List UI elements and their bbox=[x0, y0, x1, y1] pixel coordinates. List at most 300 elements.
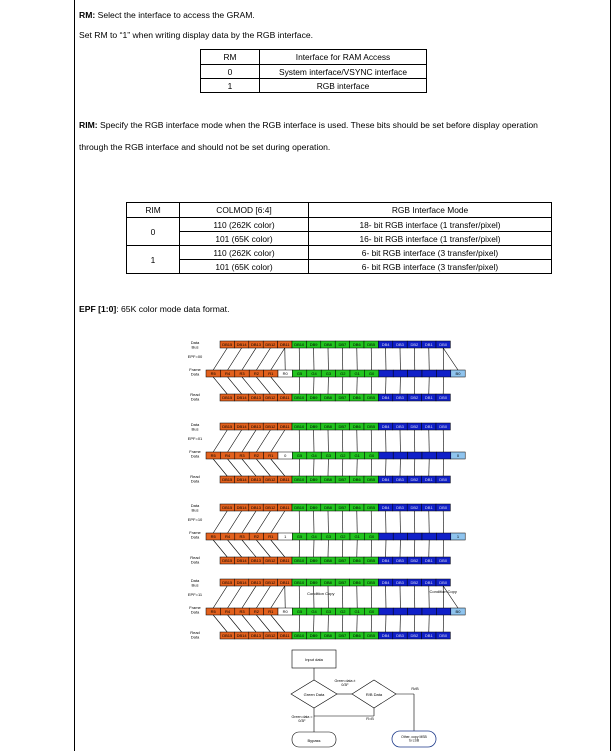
rim-header-colmod: COLMOD [6:4] bbox=[180, 203, 309, 218]
data-bus-cell-label: DB10 bbox=[294, 342, 305, 347]
data-bus-cell-label: DB8 bbox=[324, 580, 332, 585]
data-bus-cell-label: DB1 bbox=[424, 580, 433, 585]
read-data-cell-label: DB13 bbox=[250, 633, 262, 638]
data-bus-cell-label: DB11 bbox=[279, 424, 290, 429]
data-bus-cell-label: DB3 bbox=[396, 505, 404, 510]
read-data-cell-label: DB9 bbox=[309, 558, 318, 563]
read-data-cell-label: DB15 bbox=[222, 558, 233, 563]
label-read-data: Read bbox=[190, 630, 200, 635]
data-bus-cell-label: DB12 bbox=[265, 424, 276, 429]
label-epf: EPF=00 bbox=[187, 354, 203, 359]
label-data-bus: Data bbox=[190, 340, 200, 345]
data-bus-cell-label: DB5 bbox=[367, 580, 376, 585]
frame-blue-cell bbox=[422, 370, 436, 377]
rm-cell: 0 bbox=[201, 65, 260, 79]
data-bus-cell-label: DB8 bbox=[324, 342, 332, 347]
read-data-cell-label: DB8 bbox=[324, 633, 332, 638]
data-bus-cell-label: DB4 bbox=[381, 342, 390, 347]
data-bus-cell-label: DB3 bbox=[396, 580, 404, 585]
frame-red-cell-label: R1 bbox=[268, 453, 274, 458]
frame-mid-cell-label: 0 bbox=[284, 453, 287, 458]
read-data-cell-label: DB14 bbox=[236, 633, 247, 638]
data-bus-cell-label: DB14 bbox=[236, 424, 247, 429]
frame-blue-cell bbox=[408, 533, 422, 540]
frame-red-cell-label: R2 bbox=[253, 371, 259, 376]
data-bus-cell-label: DB5 bbox=[367, 424, 376, 429]
frame-red-cell-label: R1 bbox=[268, 609, 274, 614]
read-data-cell-label: DB6 bbox=[352, 633, 361, 638]
read-data-cell-label: DB5 bbox=[367, 558, 376, 563]
data-bus-cell-label: DB9 bbox=[309, 342, 318, 347]
read-data-cell-label: DB0 bbox=[439, 558, 448, 563]
frame-green-cell-label: G0 bbox=[368, 534, 375, 539]
bus-to-frame-arrow bbox=[213, 348, 227, 370]
frame-blue-cell bbox=[408, 608, 422, 615]
data-bus-cell-label: DB0 bbox=[439, 424, 448, 429]
frame-green-cell-label: G5 bbox=[296, 453, 303, 458]
read-data-cell-label: DB1 bbox=[424, 395, 433, 400]
rim-header-mode: RGB Interface Mode bbox=[309, 203, 552, 218]
label-read-data: Data bbox=[190, 478, 200, 484]
data-bus-cell-label: DB11 bbox=[279, 505, 290, 510]
read-data-cell-label: DB5 bbox=[367, 395, 376, 400]
frame-green-cell-label: G2 bbox=[340, 371, 346, 376]
read-data-cell-label: DB9 bbox=[309, 477, 318, 482]
rm-label: RM: bbox=[79, 10, 96, 20]
bus-to-frame-arrow bbox=[213, 430, 227, 452]
frame-red-cell-label: R1 bbox=[268, 371, 274, 376]
rim-cell: 6- bit RGB interface (3 transfer/pixel) bbox=[309, 260, 552, 274]
read-data-cell-label: DB10 bbox=[294, 633, 305, 638]
frame-to-read-arrow bbox=[256, 377, 270, 394]
condition-copy-note: Condition Copy bbox=[307, 591, 335, 596]
data-bus-cell-label: DB14 bbox=[236, 580, 247, 585]
data-bus-cell-label: DB10 bbox=[294, 580, 305, 585]
read-data-cell-label: DB8 bbox=[324, 558, 332, 563]
rim-line2: through the RGB interface and should not be set during operation. bbox=[79, 142, 331, 152]
read-data-cell-label: DB10 bbox=[294, 477, 305, 482]
rm-header-interface: Interface for RAM Access bbox=[260, 50, 427, 65]
frame-red-cell-label: R5 bbox=[210, 609, 216, 614]
frame-to-read-arrow bbox=[213, 540, 227, 557]
read-data-cell-label: DB4 bbox=[381, 558, 390, 563]
flow-green-eq: 0/3F bbox=[298, 718, 306, 723]
read-data-cell-label: DB5 bbox=[367, 477, 376, 482]
read-data-cell-label: DB15 bbox=[222, 395, 233, 400]
frame-to-read-arrow bbox=[242, 377, 256, 394]
condition-copy-note: Condition Copy bbox=[429, 589, 457, 594]
frame-to-read-arrow bbox=[256, 459, 270, 476]
read-data-cell-label: DB14 bbox=[236, 558, 247, 563]
flow-rb2-label: R=B bbox=[366, 717, 374, 721]
frame-red-cell-label: R2 bbox=[253, 534, 259, 539]
label-data-bus: Data bbox=[190, 422, 200, 427]
data-bus-cell-label: DB10 bbox=[294, 505, 305, 510]
data-bus-cell-label: DB15 bbox=[222, 424, 233, 429]
rim-cell: 0 bbox=[127, 218, 180, 246]
frame-blue-end-cell-label: B0 bbox=[455, 609, 461, 614]
data-bus-cell-label: DB2 bbox=[410, 580, 419, 585]
bus-to-frame-arrow bbox=[256, 511, 270, 533]
rim-cell: 1 bbox=[127, 246, 180, 274]
data-bus-cell-label: DB6 bbox=[352, 342, 361, 347]
frame-green-cell-label: G1 bbox=[354, 453, 360, 458]
read-data-cell-label: DB9 bbox=[309, 395, 318, 400]
read-data-cell-label: DB7 bbox=[338, 633, 347, 638]
flow-bypass-text: Bypass bbox=[307, 738, 321, 743]
read-data-cell-label: DB3 bbox=[396, 477, 404, 482]
rim-desc: Specify the RGB interface mode when the RGB interface is used. These bits should be set before display operation bbox=[97, 120, 538, 130]
read-data-cell-label: DB12 bbox=[265, 395, 276, 400]
data-bus-cell-label: DB14 bbox=[236, 342, 247, 347]
read-data-cell-label: DB6 bbox=[352, 558, 361, 563]
frame-green-cell-label: G5 bbox=[296, 534, 303, 539]
rm-header-rm: RM bbox=[201, 50, 260, 65]
read-data-cell-label: DB13 bbox=[250, 395, 262, 400]
label-frame-data: Frame bbox=[189, 530, 201, 535]
frame-to-read-arrow bbox=[228, 377, 242, 394]
data-bus-cell-label: DB15 bbox=[222, 580, 233, 585]
data-bus-cell-label: DB12 bbox=[265, 342, 276, 347]
data-bus-cell-label: DB4 bbox=[381, 580, 390, 585]
bus-to-frame-arrow bbox=[242, 430, 256, 452]
read-data-cell-label: DB14 bbox=[236, 477, 247, 482]
frame-to-read-arrow bbox=[213, 377, 227, 394]
read-data-cell-label: DB2 bbox=[410, 395, 419, 400]
frame-blue-cell bbox=[422, 608, 436, 615]
label-read-data: Data bbox=[190, 559, 200, 565]
read-data-cell-label: DB11 bbox=[279, 477, 290, 482]
data-bus-cell-label: DB7 bbox=[338, 424, 347, 429]
read-data-cell-label: DB5 bbox=[367, 633, 376, 638]
flow-green-eq: Green data = bbox=[291, 715, 313, 719]
frame-to-read-arrow bbox=[271, 540, 285, 557]
frame-red-cell-label: R1 bbox=[268, 534, 274, 539]
read-data-cell-label: DB14 bbox=[236, 395, 247, 400]
frame-green-cell-label: G2 bbox=[340, 534, 346, 539]
read-data-cell-label: DB15 bbox=[222, 477, 233, 482]
data-bus-cell-label: DB15 bbox=[222, 342, 233, 347]
bus-to-frame-arrow bbox=[271, 511, 285, 533]
flow-other-text: Other, copy MSB bbox=[401, 735, 427, 739]
frame-blue-end-cell-label: 0 bbox=[456, 453, 460, 458]
data-bus-cell-label: DB12 bbox=[265, 580, 276, 585]
bus-to-frame-arrow bbox=[213, 511, 227, 533]
label-frame-data: Data bbox=[190, 371, 200, 377]
copy-line bbox=[443, 348, 458, 370]
bus-to-frame-arrow bbox=[271, 430, 285, 452]
frame-green-cell-label: G0 bbox=[368, 453, 375, 458]
data-bus-cell-label: DB9 bbox=[309, 424, 318, 429]
data-bus-cell-label: DB6 bbox=[352, 505, 361, 510]
label-epf: EPF=10 bbox=[187, 517, 203, 522]
frame-mid-cell-label: R0 bbox=[282, 609, 288, 614]
data-bus-cell-label: DB0 bbox=[439, 505, 448, 510]
rm-line2: Set RM to “1” when writing display data by the RGB interface. bbox=[79, 30, 314, 40]
read-data-cell-label: DB12 bbox=[265, 633, 276, 638]
frame-to-read-arrow bbox=[228, 540, 242, 557]
frame-blue-cell bbox=[393, 608, 407, 615]
frame-green-cell-label: G3 bbox=[325, 609, 332, 614]
bus-to-frame-arrow bbox=[256, 430, 270, 452]
flow-green-text: Green Data bbox=[303, 692, 325, 697]
frame-green-cell-label: G1 bbox=[354, 534, 360, 539]
data-bus-cell-label: DB13 bbox=[250, 424, 262, 429]
read-data-cell-label: DB1 bbox=[424, 633, 433, 638]
read-data-cell-label: DB11 bbox=[279, 633, 290, 638]
frame-green-cell-label: G1 bbox=[354, 371, 360, 376]
read-data-cell-label: DB9 bbox=[309, 633, 318, 638]
bus-to-frame-arrow bbox=[271, 348, 285, 370]
read-data-cell-label: DB7 bbox=[338, 395, 347, 400]
data-bus-cell-label: DB15 bbox=[222, 505, 233, 510]
frame-blue-end-cell-label: 1 bbox=[456, 534, 460, 539]
frame-red-cell-label: R4 bbox=[225, 371, 231, 376]
data-bus-cell-label: DB7 bbox=[338, 342, 347, 347]
frame-red-cell-label: R2 bbox=[253, 609, 259, 614]
frame-blue-cell bbox=[379, 608, 393, 615]
data-bus-cell-label: DB0 bbox=[439, 342, 448, 347]
label-read-data: Read bbox=[190, 392, 200, 397]
frame-green-cell-label: G4 bbox=[311, 453, 317, 458]
frame-to-read-arrow bbox=[256, 615, 270, 632]
frame-to-read-arrow bbox=[256, 540, 270, 557]
frame-red-cell-label: R2 bbox=[253, 453, 259, 458]
read-data-cell-label: DB1 bbox=[424, 558, 433, 563]
frame-blue-cell bbox=[436, 452, 450, 459]
read-data-cell-label: DB0 bbox=[439, 395, 448, 400]
frame-blue-cell bbox=[379, 370, 393, 377]
flow-other-text: to LSB bbox=[408, 738, 420, 743]
read-data-cell-label: DB11 bbox=[279, 395, 290, 400]
frame-to-read-arrow bbox=[228, 615, 242, 632]
label-frame-data: Data bbox=[190, 534, 200, 540]
frame-to-read-arrow bbox=[242, 615, 256, 632]
data-bus-cell-label: DB13 bbox=[250, 505, 262, 510]
frame-red-cell-label: R4 bbox=[225, 453, 231, 458]
read-data-cell-label: DB0 bbox=[439, 633, 448, 638]
label-data-bus: Bus bbox=[191, 344, 199, 350]
data-bus-cell-label: DB2 bbox=[410, 424, 419, 429]
read-data-cell-label: DB7 bbox=[338, 558, 347, 563]
rim-cell: 101 (65K color) bbox=[180, 232, 309, 246]
label-epf: EPF=01 bbox=[187, 436, 203, 441]
label-data-bus: Bus bbox=[191, 507, 199, 513]
label-frame-data: Frame bbox=[189, 449, 201, 454]
data-bus-cell-label: DB7 bbox=[338, 580, 347, 585]
read-data-cell-label: DB11 bbox=[279, 558, 290, 563]
data-bus-cell-label: DB3 bbox=[396, 342, 404, 347]
bus-to-frame-arrow bbox=[242, 348, 256, 370]
flow-rb-label: R≠B bbox=[411, 687, 419, 691]
epf-label: EPF [1:0] bbox=[79, 304, 117, 314]
data-bus-cell-label: DB9 bbox=[309, 505, 318, 510]
frame-green-cell-label: G4 bbox=[311, 534, 317, 539]
read-data-cell-label: DB10 bbox=[294, 395, 305, 400]
data-bus-cell-label: DB4 bbox=[381, 505, 390, 510]
rim-cell: 101 (65K color) bbox=[180, 260, 309, 274]
frame-to-read-arrow bbox=[242, 459, 256, 476]
frame-green-cell-label: G2 bbox=[340, 453, 346, 458]
frame-mid-cell-label: 1 bbox=[284, 534, 287, 539]
data-bus-cell-label: DB0 bbox=[439, 580, 448, 585]
frame-red-cell-label: R3 bbox=[239, 534, 245, 539]
data-bus-cell-label: DB9 bbox=[309, 580, 318, 585]
frame-green-cell-label: G3 bbox=[325, 453, 332, 458]
data-bus-cell-label: DB10 bbox=[294, 424, 305, 429]
frame-blue-cell bbox=[408, 452, 422, 459]
rim-cell: 18- bit RGB interface (1 transfer/pixel) bbox=[309, 218, 552, 232]
label-data-bus: Bus bbox=[191, 426, 199, 432]
frame-green-cell-label: G2 bbox=[340, 609, 346, 614]
frame-green-cell-label: G1 bbox=[354, 609, 360, 614]
frame-red-cell-label: R5 bbox=[210, 534, 216, 539]
label-frame-data: Data bbox=[190, 453, 200, 459]
data-bus-cell-label: DB5 bbox=[367, 342, 376, 347]
frame-to-read-arrow bbox=[271, 459, 285, 476]
data-bus-cell-label: DB4 bbox=[381, 424, 390, 429]
data-bus-cell-label: DB2 bbox=[410, 505, 419, 510]
bus-to-frame-arrow bbox=[228, 348, 242, 370]
frame-green-cell-label: G3 bbox=[325, 534, 332, 539]
frame-mid-cell-label: R0 bbox=[282, 371, 288, 376]
data-bus-cell-label: DB2 bbox=[410, 342, 419, 347]
data-bus-cell-label: DB7 bbox=[338, 505, 347, 510]
rim-header-rim: RIM bbox=[127, 203, 180, 218]
bus-to-frame-arrow bbox=[242, 511, 256, 533]
flow-rb-text: R/B Data bbox=[365, 692, 383, 697]
data-bus-cell-label: DB13 bbox=[250, 342, 262, 347]
read-data-cell-label: DB3 bbox=[396, 558, 404, 563]
read-data-cell-label: DB8 bbox=[324, 477, 332, 482]
frame-green-cell-label: G0 bbox=[368, 371, 375, 376]
frame-green-cell-label: G0 bbox=[368, 609, 375, 614]
read-data-cell-label: DB13 bbox=[250, 558, 262, 563]
rm-cell: System interface/VSYNC interface bbox=[260, 65, 427, 79]
frame-to-read-arrow bbox=[228, 459, 242, 476]
frame-blue-cell bbox=[436, 608, 450, 615]
bus-to-frame-arrow bbox=[271, 586, 285, 608]
data-bus-cell-label: DB1 bbox=[424, 424, 433, 429]
frame-blue-cell bbox=[436, 533, 450, 540]
epf-desc: : 65K color mode data format. bbox=[116, 304, 230, 314]
label-data-bus: Bus bbox=[191, 582, 199, 588]
data-bus-cell-label: DB12 bbox=[265, 505, 276, 510]
data-bus-cell-label: DB8 bbox=[324, 505, 332, 510]
frame-to-read-arrow bbox=[242, 540, 256, 557]
label-frame-data: Frame bbox=[189, 605, 201, 610]
rim-cell: 110 (262K color) bbox=[180, 246, 309, 260]
bus-to-frame-arrow bbox=[213, 586, 227, 608]
read-data-cell-label: DB3 bbox=[396, 633, 404, 638]
frame-red-cell-label: R3 bbox=[239, 371, 245, 376]
frame-blue-end-cell-label: B0 bbox=[455, 371, 461, 376]
rm-cell: RGB interface bbox=[260, 79, 427, 93]
label-frame-data: Frame bbox=[189, 367, 201, 372]
flow-green-cond: Green data ≠ bbox=[334, 679, 356, 683]
frame-blue-cell bbox=[379, 452, 393, 459]
flow-input-text: Input data bbox=[305, 657, 323, 662]
data-bus-cell-label: DB11 bbox=[279, 342, 290, 347]
read-data-cell-label: DB0 bbox=[439, 477, 448, 482]
bus-to-frame-arrow bbox=[256, 348, 270, 370]
frame-blue-cell bbox=[393, 370, 407, 377]
rm-desc: Select the interface to access the GRAM. bbox=[95, 10, 255, 20]
bus-to-frame-arrow bbox=[242, 586, 256, 608]
frame-green-cell-label: G5 bbox=[296, 609, 303, 614]
rim-cell: 6- bit RGB interface (3 transfer/pixel) bbox=[309, 246, 552, 260]
data-bus-cell-label: DB1 bbox=[424, 505, 433, 510]
frame-red-cell-label: R5 bbox=[210, 453, 216, 458]
read-data-cell-label: DB4 bbox=[381, 633, 390, 638]
read-data-cell-label: DB2 bbox=[410, 558, 419, 563]
label-read-data: Data bbox=[190, 396, 200, 402]
data-bus-cell-label: DB3 bbox=[396, 424, 404, 429]
read-data-cell-label: DB7 bbox=[338, 477, 347, 482]
frame-blue-cell bbox=[436, 370, 450, 377]
frame-to-read-arrow bbox=[213, 615, 227, 632]
bus-to-frame-arrow bbox=[228, 511, 242, 533]
frame-blue-cell bbox=[379, 533, 393, 540]
rm-cell: 1 bbox=[201, 79, 260, 93]
frame-blue-cell bbox=[422, 533, 436, 540]
label-epf: EPF=11 bbox=[187, 592, 203, 597]
frame-red-cell-label: R5 bbox=[210, 371, 216, 376]
read-data-cell-label: DB15 bbox=[222, 633, 233, 638]
read-data-cell-label: DB12 bbox=[265, 558, 276, 563]
label-data-bus: Data bbox=[190, 578, 200, 583]
frame-blue-cell bbox=[408, 370, 422, 377]
frame-red-cell-label: R4 bbox=[225, 609, 231, 614]
label-read-data: Read bbox=[190, 555, 200, 560]
frame-red-cell-label: R3 bbox=[239, 609, 245, 614]
data-bus-cell-label: DB6 bbox=[352, 424, 361, 429]
bus-to-frame-arrow bbox=[256, 586, 270, 608]
label-data-bus: Data bbox=[190, 503, 200, 508]
rim-label: RIM: bbox=[79, 120, 98, 130]
flow-green-cond: 0/3F bbox=[341, 682, 349, 687]
data-bus-cell-label: DB1 bbox=[424, 342, 433, 347]
label-frame-data: Data bbox=[190, 609, 200, 615]
frame-to-read-arrow bbox=[271, 615, 285, 632]
bus-to-frame-arrow bbox=[228, 430, 242, 452]
label-read-data: Data bbox=[190, 634, 200, 640]
read-data-cell-label: DB12 bbox=[265, 477, 276, 482]
data-bus-cell-label: DB14 bbox=[236, 505, 247, 510]
read-data-cell-label: DB6 bbox=[352, 477, 361, 482]
read-data-cell-label: DB8 bbox=[324, 395, 332, 400]
frame-to-read-arrow bbox=[213, 459, 227, 476]
frame-to-read-arrow bbox=[271, 377, 285, 394]
rim-cell: 110 (262K color) bbox=[180, 218, 309, 232]
read-data-cell-label: DB10 bbox=[294, 558, 305, 563]
bus-to-frame-arrow bbox=[228, 586, 242, 608]
frame-blue-cell bbox=[393, 533, 407, 540]
data-bus-cell-label: DB5 bbox=[367, 505, 376, 510]
label-read-data: Read bbox=[190, 474, 200, 479]
frame-green-cell-label: G5 bbox=[296, 371, 303, 376]
rim-cell: 16- bit RGB interface (1 transfer/pixel) bbox=[309, 232, 552, 246]
frame-green-cell-label: G4 bbox=[311, 371, 317, 376]
data-bus-cell-label: DB13 bbox=[250, 580, 262, 585]
data-bus-cell-label: DB8 bbox=[324, 424, 332, 429]
read-data-cell-label: DB4 bbox=[381, 477, 390, 482]
data-bus-cell-label: DB11 bbox=[279, 580, 290, 585]
frame-green-cell-label: G4 bbox=[311, 609, 317, 614]
read-data-cell-label: DB13 bbox=[250, 477, 262, 482]
frame-red-cell-label: R4 bbox=[225, 534, 231, 539]
read-data-cell-label: DB3 bbox=[396, 395, 404, 400]
